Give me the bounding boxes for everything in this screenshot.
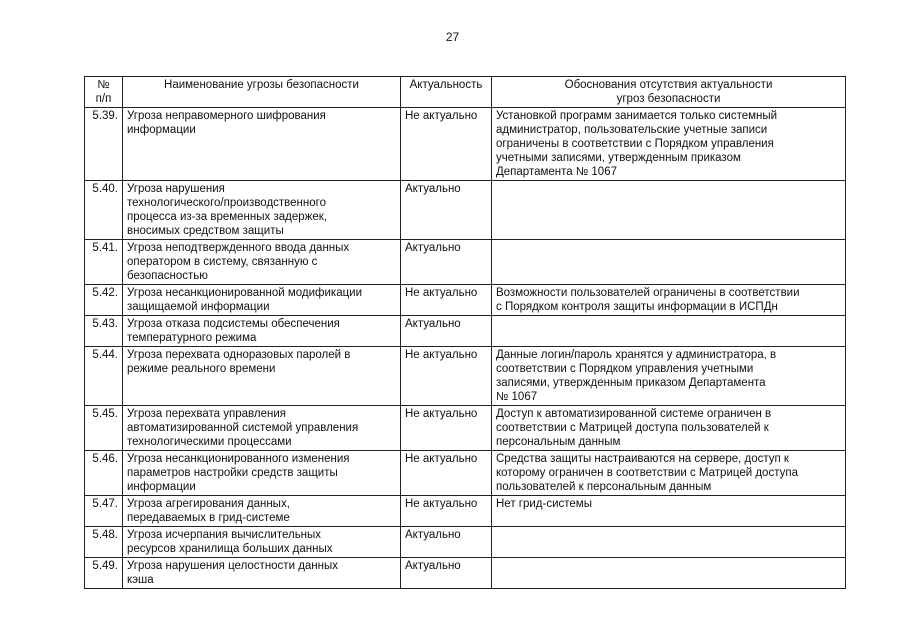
header-num-line: п/п xyxy=(95,93,112,105)
header-num xyxy=(85,77,123,108)
threat-name-line: Угроза неправомерного шифрования xyxy=(127,110,326,122)
justification-cell xyxy=(492,496,846,527)
table-row xyxy=(85,451,846,496)
justification-cell xyxy=(492,108,846,181)
header-justification-line: Обоснования отсутствия актуальности xyxy=(564,79,773,91)
header-justification xyxy=(492,77,846,108)
page-number: 27 xyxy=(445,30,460,44)
table-body xyxy=(85,108,846,589)
table-row xyxy=(85,285,846,316)
threats-table xyxy=(84,76,846,589)
threat-name-line: температурного режима xyxy=(127,332,257,344)
header-threat-name: Наименование угрозы безопасности xyxy=(123,77,401,108)
justification-line: ограничены в соответствии с Порядком управления xyxy=(496,138,774,150)
threat-name-line: параметров настройки средств защиты xyxy=(127,467,338,479)
row-number: 5.48. xyxy=(85,527,123,558)
relevance-cell: Не актуально xyxy=(401,347,492,406)
justification-cell xyxy=(492,558,846,589)
justification-cell xyxy=(492,316,846,347)
relevance-cell: Актуально xyxy=(401,316,492,347)
row-number: 5.44. xyxy=(85,347,123,406)
relevance-cell: Не актуально xyxy=(401,496,492,527)
justification-line: № 1067 xyxy=(496,391,538,403)
justification-cell xyxy=(492,527,846,558)
justification-cell xyxy=(492,347,846,406)
threat-name xyxy=(123,240,401,285)
threat-name-line: Угроза агрегирования данных, xyxy=(127,498,290,510)
table-row xyxy=(85,527,846,558)
justification-line: Возможности пользователей ограничены в соответствии xyxy=(496,287,800,299)
threat-name-line: Угроза отказа подсистемы обеспечения xyxy=(127,318,340,330)
threat-name xyxy=(123,108,401,181)
table-row xyxy=(85,496,846,527)
threat-name-line: технологического/производственного xyxy=(127,197,326,209)
header-justification-line: угроз безопасности xyxy=(616,93,721,105)
threat-name-line: информации xyxy=(127,481,196,493)
row-number: 5.49. xyxy=(85,558,123,589)
justification-line: администратор, пользовательские учетные записи xyxy=(496,124,768,136)
threat-name-line: передаваемых в грид-системе xyxy=(127,512,290,524)
header-relevance: Актуальность xyxy=(401,77,492,108)
justification-cell xyxy=(492,285,846,316)
threat-name xyxy=(123,496,401,527)
relevance-cell: Не актуально xyxy=(401,406,492,451)
row-number: 5.46. xyxy=(85,451,123,496)
table-row xyxy=(85,108,846,181)
threat-name-line: Угроза нарушения xyxy=(127,183,225,195)
threat-name-line: ресурсов хранилища больших данных xyxy=(127,543,333,555)
justification-line: Департамента № 1067 xyxy=(496,166,617,178)
relevance-cell: Не актуально xyxy=(401,108,492,181)
threat-name xyxy=(123,558,401,589)
justification-line: Нет грид-системы xyxy=(496,498,592,510)
relevance-cell: Актуально xyxy=(401,527,492,558)
relevance-cell: Не актуально xyxy=(401,285,492,316)
justification-line: соответствии с Матрицей доступа пользователей к xyxy=(496,422,769,434)
threat-name-line: Угроза нарушения целостности данных xyxy=(127,560,339,572)
row-number: 5.42. xyxy=(85,285,123,316)
table-row xyxy=(85,558,846,589)
table-row xyxy=(85,406,846,451)
table-row xyxy=(85,316,846,347)
row-number: 5.41. xyxy=(85,240,123,285)
row-number: 5.43. xyxy=(85,316,123,347)
row-number: 5.47. xyxy=(85,496,123,527)
threat-name-line: Угроза неподтвержденного ввода данных xyxy=(127,242,350,254)
threat-name-line: Угроза несанкционированной модификации xyxy=(127,287,363,299)
threat-name-line: Угроза исчерпания вычислительных xyxy=(127,529,322,541)
table-row xyxy=(85,240,846,285)
justification-line: которому ограничен в соответствии с Матрицей доступа xyxy=(496,467,798,479)
threat-name xyxy=(123,347,401,406)
threat-name xyxy=(123,181,401,240)
threat-name-line: вносимых средством защиты xyxy=(127,225,284,237)
row-number: 5.45. xyxy=(85,406,123,451)
threat-name-line: технологическими процессами xyxy=(127,436,292,448)
relevance-cell: Актуально xyxy=(401,240,492,285)
threat-name-line: защищаемой информации xyxy=(127,301,270,313)
threat-name xyxy=(123,406,401,451)
header-num-line: № xyxy=(97,79,110,91)
justification-line: Средства защиты настраиваются на сервере, доступ к xyxy=(496,453,789,465)
threat-name-line: Угроза перехвата управления xyxy=(127,408,286,420)
justification-cell xyxy=(492,451,846,496)
justification-line: учетными записями, утвержденным приказом xyxy=(496,152,741,164)
threat-name-line: процесса из-за временных задержек, xyxy=(127,211,327,223)
threat-name-line: режиме реального времени xyxy=(127,363,276,375)
threat-name-line: безопасностью xyxy=(127,270,208,282)
threat-name-line: Угроза перехвата одноразовых паролей в xyxy=(127,349,351,361)
justification-line: Доступ к автоматизированной системе ограничен в xyxy=(496,408,772,420)
relevance-cell: Не актуально xyxy=(401,451,492,496)
row-number: 5.40. xyxy=(85,181,123,240)
threat-name-line: Угроза несанкционированного изменения xyxy=(127,453,350,465)
relevance-cell: Актуально xyxy=(401,558,492,589)
threat-name-line: кэша xyxy=(127,574,154,586)
threat-name-line: оператором в систему, связанную с xyxy=(127,256,318,268)
table-row xyxy=(85,181,846,240)
threat-name-line: автоматизированной системой управления xyxy=(127,422,359,434)
justification-line: пользователей к персональным данным xyxy=(496,481,712,493)
table-header-row xyxy=(85,77,846,108)
justification-line: Данные логин/пароль хранятся у администратора, в xyxy=(496,349,777,361)
relevance-cell: Актуально xyxy=(401,181,492,240)
justification-line: Установкой программ занимается только системный xyxy=(496,110,778,122)
justification-cell xyxy=(492,240,846,285)
justification-cell xyxy=(492,181,846,240)
justification-line: соответствии с Порядком управления учетными xyxy=(496,363,754,375)
threat-name xyxy=(123,527,401,558)
justification-line: записями, утвержденным приказом Департамента xyxy=(496,377,766,389)
row-number: 5.39. xyxy=(85,108,123,181)
justification-cell xyxy=(492,406,846,451)
threat-name xyxy=(123,285,401,316)
justification-line: с Порядком контроля защиты информации в ИСПДн xyxy=(496,301,778,313)
table-row xyxy=(85,347,846,406)
threat-name-line: информации xyxy=(127,124,196,136)
threat-name xyxy=(123,316,401,347)
justification-line: персональным данным xyxy=(496,436,621,448)
threat-name xyxy=(123,451,401,496)
